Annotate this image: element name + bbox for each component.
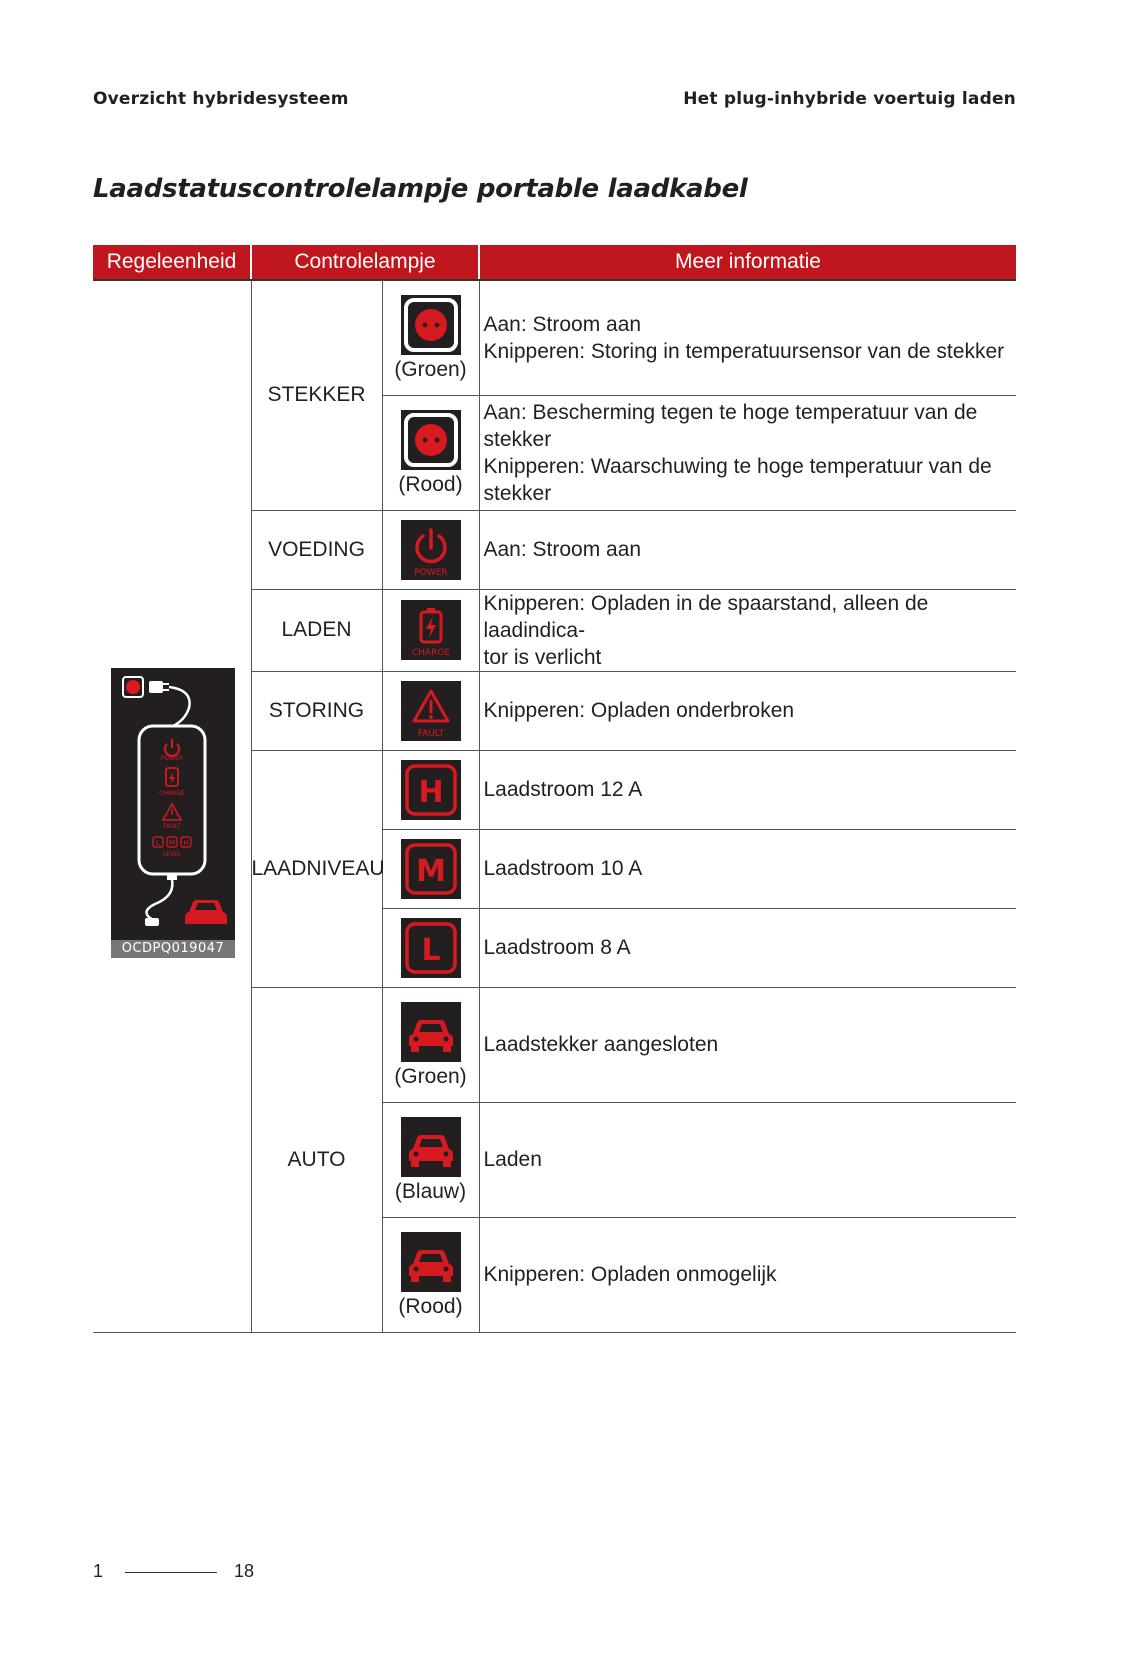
lamp-cell [382, 750, 479, 829]
group-stekker: STEKKER [251, 280, 382, 510]
info-cell [479, 510, 1016, 589]
lamp-cell [382, 510, 479, 589]
power-icon-text: POWER [413, 567, 448, 578]
plug-socket-icon [401, 295, 461, 355]
device-level-h: H [183, 839, 189, 847]
info-line: Laadstekker aangesloten [483, 1033, 719, 1056]
group-laadniveau: LAADNIVEAU [251, 750, 382, 987]
level-m-icon [401, 839, 461, 899]
device-level-label: LEVEL [162, 851, 182, 858]
device-level-l: L [156, 839, 160, 847]
group-laden: LADEN [251, 589, 382, 671]
info-cell [479, 589, 1016, 671]
device-fault-label: FAULT [163, 823, 181, 830]
info-cell [479, 671, 1016, 750]
info-line: Aan: Stroom aan [483, 538, 642, 561]
running-header-left: Overzicht hybridesysteem [93, 89, 349, 109]
level-h-icon [401, 760, 461, 820]
info-line: stekker [483, 481, 552, 505]
lamp-color-label: (Groen) [394, 1064, 467, 1088]
footer-divider [125, 1572, 217, 1573]
car-icon [401, 1232, 461, 1292]
footer-section-number: 1 [93, 1561, 104, 1581]
lamp-color-label: (Rood) [398, 472, 463, 496]
col-header-unit: Regeleenheid [93, 245, 251, 280]
portable-charger-illustration [111, 668, 235, 958]
info-line: Aan: Bescherming tegen te hoge temperatuur van de [483, 400, 978, 424]
info-line: stekker [483, 427, 552, 451]
group-storing: STORING [251, 671, 382, 750]
info-line: tor is verlicht [483, 645, 602, 669]
col-header-info: Meer informatie [479, 245, 1016, 280]
col-header-lamp: Controlelampje [251, 245, 479, 280]
info-cell [479, 908, 1016, 987]
info-line: Laadstroom 12 A [483, 778, 643, 801]
info-line: Knipperen: Opladen in de spaarstand, alleen de laadindica- [483, 591, 929, 642]
device-charge-label: CHARGE [159, 790, 185, 797]
lamp-cell [382, 1102, 479, 1217]
info-cell [479, 280, 1016, 395]
fault-warning-icon [401, 681, 461, 741]
info-cell [479, 829, 1016, 908]
car-icon [401, 1002, 461, 1062]
group-voeding: VOEDING [251, 510, 382, 589]
info-line: Laadstroom 10 A [483, 857, 643, 880]
lamp-cell [382, 671, 479, 750]
lamp-cell [382, 280, 479, 395]
lamp-cell [382, 589, 479, 671]
lamp-cell [382, 829, 479, 908]
info-line: Knipperen: Opladen onderbroken [483, 699, 795, 722]
level-m-letter: M [415, 853, 446, 889]
group-auto: AUTO [251, 987, 382, 1332]
device-power-label: POWER [160, 755, 184, 762]
charge-icon-text: CHARGE [411, 648, 450, 658]
info-line: Knipperen: Opladen onmogelijk [483, 1263, 777, 1286]
section-title: Laadstatuscontrolelampje portable laadkabel [93, 174, 748, 204]
car-icon [401, 1117, 461, 1177]
power-icon [401, 520, 461, 580]
charge-icon [401, 600, 461, 660]
footer-page-number: 18 [234, 1561, 255, 1581]
info-line: Knipperen: Storing in temperatuursensor van de stekker [483, 339, 1005, 363]
info-cell [479, 1217, 1016, 1332]
level-l-letter: L [420, 932, 441, 968]
info-cell [479, 987, 1016, 1102]
plug-socket-icon [401, 410, 461, 470]
lamp-cell [382, 908, 479, 987]
image-code-label: OCDPQ019047 [111, 940, 235, 958]
info-line: Knipperen: Waarschuwing te hoge temperatuur van de [483, 454, 992, 478]
info-cell [479, 1102, 1016, 1217]
lamp-cell [382, 395, 479, 510]
table-header-row [93, 245, 1016, 280]
info-line: Laadstroom 8 A [483, 936, 631, 959]
table-row [93, 280, 1016, 395]
device-level-m: M [168, 839, 176, 847]
lamp-cell [382, 987, 479, 1102]
lamp-color-label: (Rood) [398, 1294, 463, 1318]
lamp-cell [382, 1217, 479, 1332]
fault-icon-text: FAULT [417, 728, 444, 739]
level-h-letter: H [417, 774, 444, 810]
info-cell [479, 395, 1016, 510]
lamp-color-label: (Blauw) [394, 1179, 467, 1203]
level-l-icon [401, 918, 461, 978]
info-line: Laden [483, 1148, 542, 1171]
lamp-color-label: (Groen) [394, 357, 467, 381]
info-line: Aan: Stroom aan [483, 312, 642, 336]
info-cell [479, 750, 1016, 829]
running-header-right: Het plug-inhybride voertuig laden [683, 89, 1016, 109]
